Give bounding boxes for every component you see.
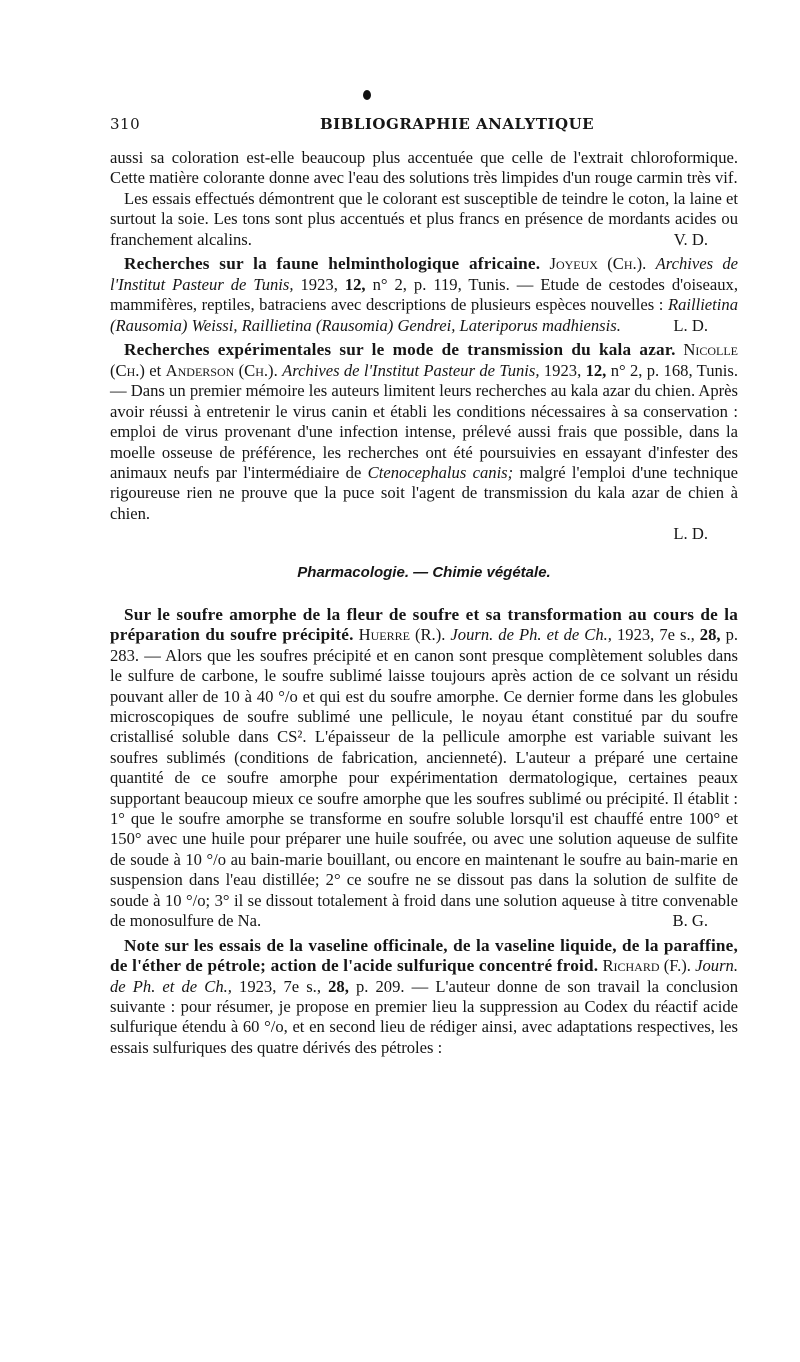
entry1-signature: L. D. (673, 316, 708, 336)
entry4-volume: 28, (328, 976, 349, 996)
entry2-year: 1923, (543, 360, 582, 380)
entry1-volume: 12, (344, 274, 366, 294)
entry1-journal: Archives de l'Institut Pasteur de Tunis, (110, 254, 739, 294)
entry3-title: Sur le soufre amorphe de la fleur de soufre et sa transformation au cours de la préparation du soufre précipité. (110, 604, 738, 645)
entry3-text: — Alors que les soufres précipité et en canon sont presque complètement solubles dans le sulfure de carbone, le soufre sublimé laisse toujours après action de ce solvant un résidu pouvant aller de 10 à 40 °/o et qui est du soufre amorphe. Ce dernier forme dans les globules microscopiques de soufre sublimé une pellicule, le noyau étant constitué par du soufre cristallisé soluble dans CS². L'épaisseur de la pellicule amorphe est variable suivant les soufres sublimés (conditions de fabrication, ancienneté). L'auteur a préparé une certaine quantité de ce soufre amorphe pour expérimentation dermatologique, certaines peaux supportant beaucoup mieux ce soufre amorphe que les soufres sublimé ou précipité. Il établit : 1° que le soufre amorphe se transforme en soufre soluble lorsqu'il est chauffé entre 100° et 150° avec une huile pour préparer une huile soufrée, ou avec une solution aqueuse de sulfite de soude à 10 °/o au bain-marie bouillant, ou encore en maintenant le soufre au bain-marie en suspension dans l'eau distillée; 2° ce soufre ne se dissout pas dans la solution de sulfite de soude à 10 °/o; 3° il se dissout totalement à froid dans une solution aqueuse à titre convenable de monosulfure de Na. (110, 645, 738, 931)
entry2-signature-line (110, 524, 738, 544)
ink-dot (363, 90, 371, 100)
entry4-title: Note sur les essais de la vaseline officinale, de la vaseline liquide, de la paraffine, de l'éther de pétrole; action de l'acide sulfurique concentré froid. (110, 935, 738, 976)
page-body (110, 148, 738, 1058)
entry-kala-azar (110, 340, 738, 524)
entry2-author2: Anderson (Ch.). (165, 360, 278, 380)
entry4-citation-b: p. 209. (355, 976, 405, 996)
entry2-issue: n° 2, p. 168, Tunis. (610, 360, 739, 380)
entry2-text-b: malgré l'emploi d'une technique rigoureuse rien ne prouve que la puce soit l'agent de transmission du kala azar de chien à chien. (110, 462, 739, 523)
entry-soufre-amorphe (110, 605, 738, 932)
entry4-journal: Journ. de Ph. et de Ch., (110, 956, 738, 996)
entry1-species: Raillietina (Rausomia) Weissi, Raillietina (Rausomia) Gendrei, Lateriporus madhiensis. (110, 295, 738, 335)
entry3-volume: 28, (699, 625, 721, 645)
entry2-title: Recherches expérimentales sur le mode de transmission du kala azar. (124, 340, 676, 360)
section-heading: Pharmacologie. — Chimie végétale. (297, 563, 551, 581)
running-title: BIBLIOGRAPHIE ANALYTIQUE (320, 115, 595, 133)
entry3-citation-a: 1923, 7e s., (616, 625, 695, 645)
entry1-text: — Etude de cestodes d'oiseaux, mammifères, reptiles, batraciens avec descriptions de plusieurs espèces nouvelles : (110, 274, 738, 315)
entry4-citation-a: 1923, 7e s., (239, 976, 321, 996)
entry2-species: Ctenocephalus canis; (367, 462, 514, 482)
entry1-author: Joyeux (Ch.). (549, 254, 647, 274)
entry4-author: Richard (F.). (602, 956, 691, 976)
entry2-volume: 12, (585, 360, 607, 380)
entry3-author: Huerre (R.). (358, 625, 446, 645)
entry2-journal: Archives de l'Institut Pasteur de Tunis, (282, 360, 540, 380)
intro-paragraph-2-text: Les essais effectués démontrent que le colorant est susceptible de teindre le coton, la laine et surtout la soie. Les tons sont plus accentués et plus francs en présence de mordants acides ou franchement alcalins. (110, 188, 738, 249)
signature-vd: V. D. (673, 230, 708, 250)
entry1-title: Recherches sur la faune helminthologique africaine. (124, 254, 541, 274)
entry2-text-a: — Dans un premier mémoire les auteurs limitent leurs recherches au kala azar du chien. Après avoir réussi à entretenir le virus canin et établi les conditions nécessaires à sa conservation : emploi de virus provenant d'une infection intense, prélevé aussi frais que possible, dans la moelle osseuse de préférence, les recherches ont été poursuivies en essayant d'infester des animaux neufs par l'intermédiaire de (110, 381, 738, 482)
entry1-year: 1923, (300, 274, 338, 294)
entry2-signature: L. D. (673, 524, 708, 544)
entry-vaseline (110, 936, 738, 1058)
entry2-and: et (149, 360, 162, 380)
intro-paragraph-1: aussi sa coloration est-elle beaucoup plus accentuée que celle de l'extrait chloroformique. Cette matière colorante donne avec l'eau des solutions très limpides d'un rouge carmin très vif. (110, 148, 738, 188)
page-number: 310 (110, 115, 141, 133)
entry1-issue: n° 2, p. 119, Tunis. (372, 274, 510, 294)
entry4-text: — L'auteur donne de son travail la conclusion suivante : pour résumer, je propose en premier lieu la suppression au Codex du réactif acide sulfurique étendu à 60 °/o, et en second lieu de rédiger ainsi, avec adaptations respectives, les essais sulfuriques des quatre dérivés des pétroles : (110, 976, 739, 1057)
running-header (110, 115, 738, 137)
entry3-signature: B. G. (672, 911, 708, 931)
entry2-author1: Nicolle (Ch.) (110, 340, 738, 380)
entry3-citation-b: p. 283. (110, 625, 739, 665)
entry3-journal: Journ. de Ph. et de Ch., (450, 625, 612, 645)
